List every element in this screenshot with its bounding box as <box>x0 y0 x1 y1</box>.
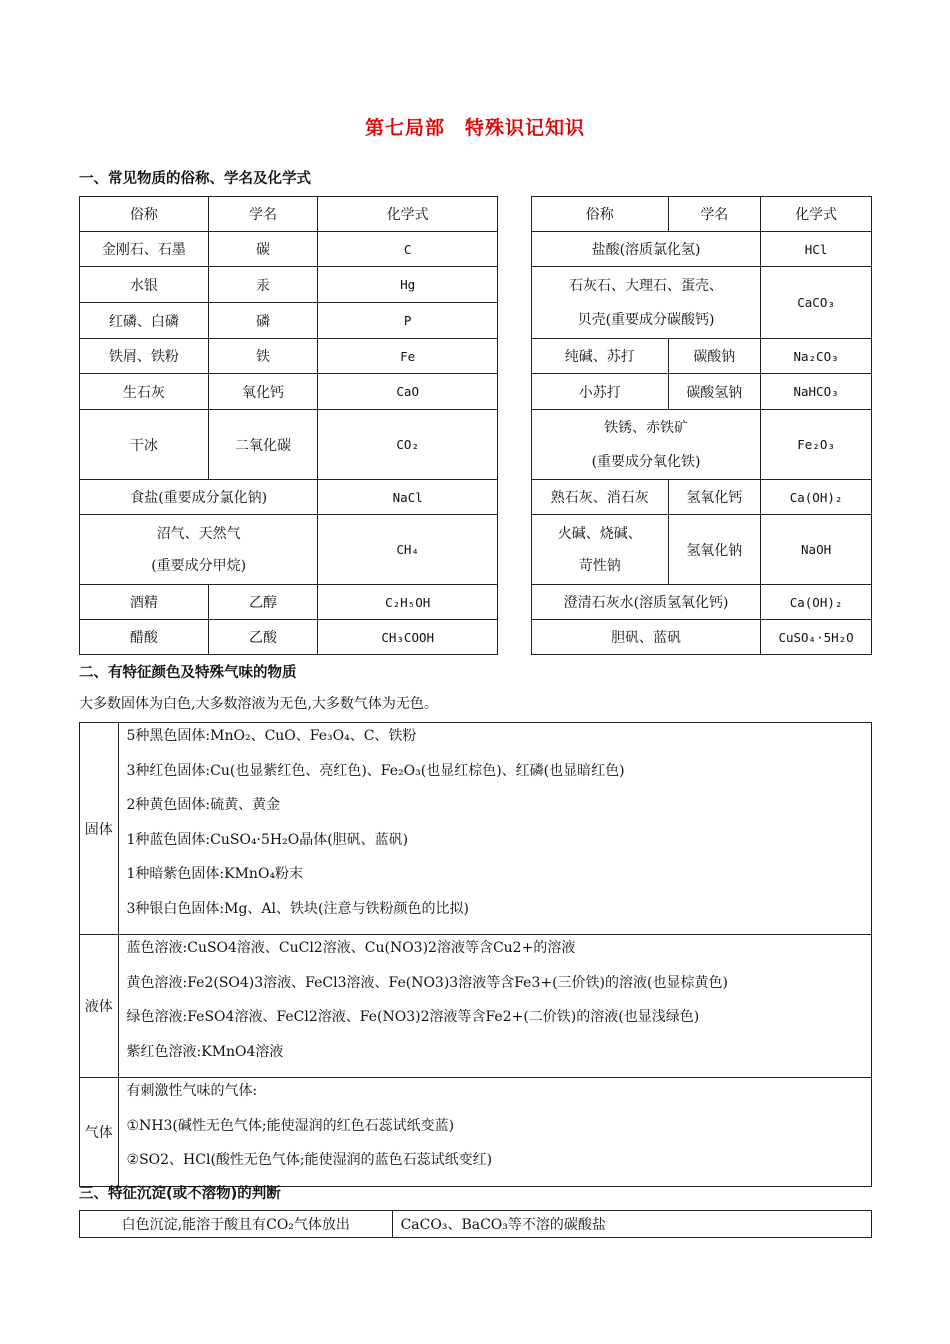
cell-sci: 氧化钙 <box>208 374 318 410</box>
section2-intro: 大多数固体为白色,大多数溶液为无色,大多数气体为无色。 <box>79 696 438 712</box>
header-common: 俗称 <box>80 197 209 232</box>
cell-formula: P <box>318 303 498 339</box>
table-row <box>80 620 498 655</box>
cell-common-line2: (重要成分甲烷) <box>151 557 247 574</box>
cell-common-line2: 贝壳(重要成分碳酸钙) <box>577 311 715 328</box>
cell-formula: HCl <box>761 232 872 267</box>
cell-common: 铁屑、铁粉 <box>80 339 209 374</box>
cell-common: 水银 <box>80 267 209 303</box>
cell-sci: 碳 <box>208 232 318 267</box>
cell-sci: 乙酸 <box>208 620 318 655</box>
gas-content <box>118 1078 871 1187</box>
table-row <box>532 232 872 267</box>
cell-common <box>532 410 761 480</box>
table-row <box>80 585 498 620</box>
list-item: 有刺激性气味的气体: <box>126 1083 258 1099</box>
cell-formula: Fe₂O₃ <box>761 410 872 480</box>
cell-sci: 二氧化碳 <box>208 410 318 480</box>
cell-formula: CH₃COOH <box>318 620 498 655</box>
liquid-content <box>118 935 871 1078</box>
cell-formula: NaHCO₃ <box>761 374 872 410</box>
table-header-row <box>532 197 872 232</box>
table-row <box>80 267 498 303</box>
table-row <box>532 410 872 480</box>
cell-common: 醋酸 <box>80 620 209 655</box>
table-row <box>80 339 498 374</box>
table-row <box>532 374 872 410</box>
list-item: ①NH3(碱性无色气体;能使湿润的红色石蕊试纸变蓝) <box>126 1117 455 1134</box>
cell-common-line1: 沼气、天然气 <box>156 525 241 542</box>
substance-table-right <box>531 196 872 655</box>
table-row <box>532 480 872 515</box>
cell-formula: CH₄ <box>318 515 498 585</box>
cell-formula: NaCl <box>318 480 498 515</box>
cell-common <box>532 267 761 339</box>
table-row <box>80 303 498 339</box>
cell-common: 金刚石、石墨 <box>80 232 209 267</box>
label-gas: 气体 <box>80 1078 119 1187</box>
cell-common: 食盐(重要成分氯化钠) <box>80 480 318 515</box>
table-row <box>532 620 872 655</box>
cell-formula: Ca(OH)₂ <box>761 585 872 620</box>
cell-common: 红磷、白磷 <box>80 303 209 339</box>
cell-formula: Fe <box>318 339 498 374</box>
list-item: 绿色溶液:FeSO4溶液、FeCl2溶液、Fe(NO3)2溶液等含Fe2+(二价铁)的溶液(也显浅绿色) <box>126 1009 700 1025</box>
cell-common: 干冰 <box>80 410 209 480</box>
table-header-row <box>80 197 498 232</box>
cell-sci: 磷 <box>208 303 318 339</box>
cell-sci: 乙醇 <box>208 585 318 620</box>
cell-common-line1: 铁锈、赤铁矿 <box>604 419 689 436</box>
cell-common: 小苏打 <box>532 374 669 410</box>
cell-sci: 碳酸氢钠 <box>668 374 761 410</box>
label-liquid: 液体 <box>80 935 119 1078</box>
color-table <box>79 722 872 1187</box>
cell-formula: CaO <box>318 374 498 410</box>
list-item: 5种黑色固体:MnO₂、CuO、Fe₃O₄、C、铁粉 <box>126 728 417 744</box>
precipitate-table <box>79 1210 872 1238</box>
list-item: 1种蓝色固体:CuSO₄·5H₂O晶体(胆矾、蓝矾) <box>126 831 409 848</box>
cell-common: 生石灰 <box>80 374 209 410</box>
cell-formula: Ca(OH)₂ <box>761 480 872 515</box>
cell-formula: CuSO₄·5H₂O <box>761 620 872 655</box>
list-item: 蓝色溶液:CuSO4溶液、CuCl2溶液、Cu(NO3)2溶液等含Cu2+的溶液 <box>126 940 576 956</box>
substance-table-left <box>79 196 498 655</box>
table-row <box>80 515 498 585</box>
cell-common-line1: 火碱、烧碱、 <box>557 525 642 542</box>
header-sci: 学名 <box>208 197 318 232</box>
color-row-solid <box>80 723 872 935</box>
cell-common: 纯碱、苏打 <box>532 339 669 374</box>
color-row-gas <box>80 1078 872 1187</box>
cell-common: 澄清石灰水(溶质氢氧化钙) <box>532 585 761 620</box>
header-formula: 化学式 <box>761 197 872 232</box>
cell-common: 胆矾、蓝矾 <box>532 620 761 655</box>
list-item: 紫红色溶液:KMnO4溶液 <box>126 1043 284 1060</box>
table-row <box>532 267 872 339</box>
cell-common-line2: (重要成分氧化铁) <box>591 453 701 470</box>
table-row <box>532 515 872 585</box>
header-formula: 化学式 <box>318 197 498 232</box>
cell-formula: CO₂ <box>318 410 498 480</box>
table-row <box>80 480 498 515</box>
section3-heading: 三、特征沉淀(或不溶物)的判断 <box>79 1186 281 1202</box>
table-row <box>532 339 872 374</box>
cell-sci: 氢氧化钙 <box>668 480 761 515</box>
cell-desc: 白色沉淀,能溶于酸且有CO₂气体放出 <box>80 1211 393 1238</box>
table-row <box>532 585 872 620</box>
list-item: 黄色溶液:Fe2(SO4)3溶液、FeCl3溶液、Fe(NO3)3溶液等含Fe3+(三价铁)的溶液(也显棕黄色) <box>126 974 728 991</box>
cell-sci: 碳酸钠 <box>668 339 761 374</box>
cell-sci: 汞 <box>208 267 318 303</box>
color-row-liquid <box>80 935 872 1078</box>
cell-common: 熟石灰、消石灰 <box>532 480 669 515</box>
cell-common: 酒精 <box>80 585 209 620</box>
header-sci: 学名 <box>668 197 761 232</box>
label-solid: 固体 <box>80 723 119 935</box>
cell-answer: CaCO₃、BaCO₃等不溶的碳酸盐 <box>392 1211 871 1238</box>
table-row <box>80 1211 872 1238</box>
table-row <box>80 410 498 480</box>
cell-formula: C₂H₅OH <box>318 585 498 620</box>
cell-common <box>532 515 669 585</box>
header-common: 俗称 <box>532 197 669 232</box>
list-item: 3种红色固体:Cu(也显紫红色、亮红色)、Fe₂O₃(也显红棕色)、红磷(也显暗红色) <box>126 762 625 779</box>
table-row <box>80 232 498 267</box>
list-item: 2种黄色固体:硫黄、黄金 <box>126 797 281 813</box>
cell-formula: C <box>318 232 498 267</box>
cell-formula: NaOH <box>761 515 872 585</box>
list-item: 1种暗紫色固体:KMnO₄粉末 <box>126 866 304 882</box>
cell-common-line1: 石灰石、大理石、蛋壳、 <box>569 277 724 294</box>
cell-formula: Hg <box>318 267 498 303</box>
cell-formula: CaCO₃ <box>761 267 872 339</box>
section2-heading: 二、有特征颜色及特殊气味的物质 <box>79 665 297 681</box>
cell-common <box>80 515 318 585</box>
cell-sci: 氢氧化钠 <box>668 515 761 585</box>
section1-heading: 一、常见物质的俗称、学名及化学式 <box>79 171 311 187</box>
list-item: ②SO2、HCl(酸性无色气体;能使湿润的蓝色石蕊试纸变红) <box>126 1152 493 1168</box>
solid-content <box>118 723 871 935</box>
cell-formula: Na₂CO₃ <box>761 339 872 374</box>
table-row <box>80 374 498 410</box>
cell-sci: 铁 <box>208 339 318 374</box>
list-item: 3种银白色固体:Mg、Al、铁块(注意与铁粉颜色的比拟) <box>126 900 469 917</box>
cell-common-line2: 苛性钠 <box>578 557 621 574</box>
cell-common: 盐酸(溶质氯化氢) <box>532 232 761 267</box>
page-title: 第七局部 特殊识记知识 <box>364 117 585 139</box>
